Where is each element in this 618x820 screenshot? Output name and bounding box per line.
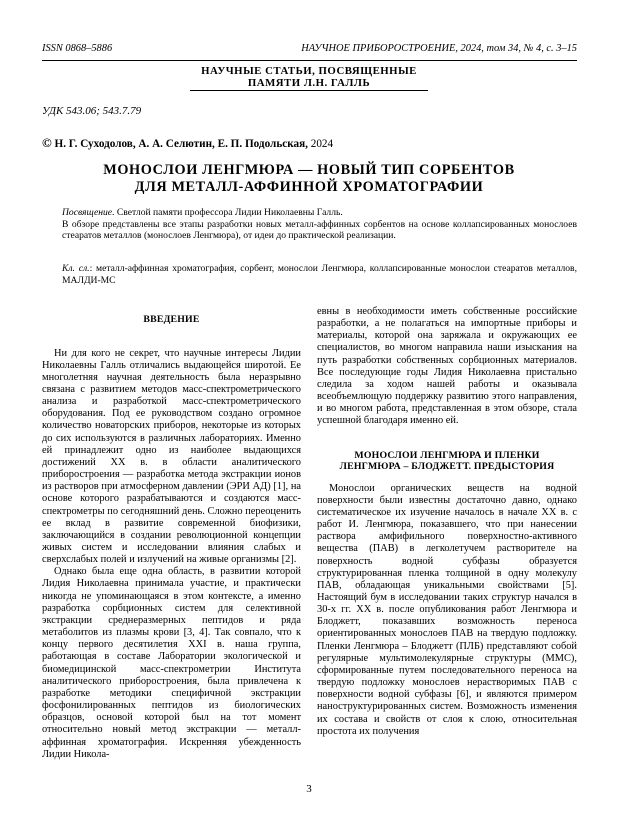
right-column <box>317 306 577 738</box>
page-number: 3 <box>306 783 312 795</box>
title-line2: ДЛЯ МЕТАЛЛ-АФФИННОЙ ХРОМАТОГРАФИИ <box>134 179 484 195</box>
prehistory-paragraph: Монослои органических веществ на водной поверхности были известны достаточно давно, однако систематическое их изучение началось в начале XX в. с работ И. Ленгмюра, показавшего, что при нанесении раствора амфифильного поверхностно-активного вещества (ПАВ) в легколетучем растворителе на поверхность водной субфазы образуется структурированная пленка толщиной в одну молекулу ПАВ, обладающая уникальными свойствами [5]. Настоящий бум в исследовании таких структур начался в 30-х гг. XX в. после опубликования работ Ленгмюра и Блоджетт, показавших возможность переноса ориентированных монослоев ПАВ на твердую подложку. Пленки Ленгмюра – Блоджетт (ПЛБ) представляют собой регулярные мультимолекулярные структуры (ММС), сформированные путем последовательного переноса на твердую подложку монослоев нерастворимых ПАВ с поверхности водной субфазы [6], и являются примером наноструктурированных систем. Возможность изменения их состава и свойств от слоя к слою, относительная простота их получения <box>317 482 577 737</box>
prehistory-heading-line1: МОНОСЛОИ ЛЕНГМЮРА И ПЛЕНКИ <box>354 449 540 461</box>
section-banner-line1: НАУЧНЫЕ СТАТЬИ, ПОСВЯЩЕННЫЕ <box>201 65 417 77</box>
author-names: Н. Г. Суходолов, А. А. Селютин, Е. П. Подольская, <box>54 138 308 150</box>
introduction-heading: ВВЕДЕНИЕ <box>143 314 200 325</box>
dedication-label: Посвящение <box>62 207 113 218</box>
journal-header: НАУЧНОЕ ПРИБОРОСТРОЕНИЕ, 2024, том 34, № 4, с. 3–15 <box>301 43 577 54</box>
dedication-text: . Светлой памяти профессора Лидии Николаевны Галль. <box>112 207 343 218</box>
keywords-label: Кл. сл. <box>62 263 90 274</box>
intro-paragraph-1: Ни для кого не секрет, что научные интересы Лидии Николаевны Галль отличались выдающейся широтой. Ее многолетняя научная деятельность была неразрывно связана с развитием методов масс-спектрометрического анализа и разработкой масс-спектрометрического оборудования. Под ее руководством создано огромное количество новаторских приборов, некоторые из которых до сих используются в различных лабораториях. Именно ей принадлежит одно из наиболее выдающихся достижений XX в. в области аналитического приборостроения — разработка метода экстракции ионов из растворов при атмосферном давлении (ЭРИ АД) [1], на основе которого разрабатываются и создаются масс-спектрометры по сегодняшний день. Сложно переоценить ее вклад в развитие современной биофизики, заключающийся в создании революционной концепции живых систем и исследовании влияния слабых и сверхслабых полей и излучений на живые организмы [2]. <box>42 347 301 566</box>
section-banner-line2: ПАМЯТИ Л.Н. ГАЛЛЬ <box>247 77 371 89</box>
section-banner <box>150 65 468 89</box>
title-line1: МОНОСЛОИ ЛЕНГМЮРА — НОВЫЙ ТИП СОРБЕНТОВ <box>103 162 515 178</box>
intro-paragraph-continued: евны в необходимости иметь собственные российские разработки, а не полагаться на импортные приборы и материалы, которой она заряжала и окружающих ее специалистов, во многом направила наши изыскания на путь разработки собственных сорбционных материалов. Все последующие годы Лидия Николаевна пристально следила за ходом нашей работы и оказывала всеобъемлющую поддержку развитию этого направления, и во многом работа, представленная в этом обзоре, стала успешной благодаря именно ей. <box>317 306 577 427</box>
copyright-icon: © <box>42 135 52 150</box>
prehistory-heading <box>317 450 577 473</box>
udk-code: УДК 543.06; 543.7.79 <box>42 105 142 117</box>
prehistory-heading-line2: ЛЕНГМЮРА – БЛОДЖЕТТ. ПРЕДЫСТОРИЯ <box>339 461 555 473</box>
header-rule <box>42 60 577 61</box>
intro-paragraph-2: Однако была еще одна область, в развитии которой Лидия Николаевна принимала участие, и практически никогда не упоминающаяся в этом контексте, а именно разработка сорбционных систем для селективной экстракции среднеразмерных пептидов и ряда метаболитов из плазмы крови [3, 4]. Так совпало, что к концу первого десятилетия XXI в. наша группа, работающая в составе Лаборатории экологической и биомедицинской масс-спектрометрии Института аналитического приборостроения, была привлечена к разработке методики специфичной экстракции фосфонилированных пептидов из биологических образцов, основой которой был на тот момент относительно новый метод экстракции — металл-аффинная хроматография. Искренняя убежденность Лидии Никола- <box>42 566 301 760</box>
keywords <box>62 263 577 286</box>
issn-header: ISSN 0868–5886 <box>42 43 113 54</box>
left-column <box>42 306 301 761</box>
publication-year: 2024 <box>310 138 334 150</box>
banner-rule <box>190 90 428 91</box>
keywords-text: : металл-аффинная хроматография, сорбент, монослои Ленгмюра, коллапсированные монослои стеаратов металлов, МАЛДИ-МС <box>62 263 577 286</box>
abstract <box>62 207 577 242</box>
dedication <box>62 207 577 219</box>
article-title <box>60 162 558 196</box>
abstract-text: В обзоре представлены все этапы разработки новых металл-аффинных сорбентов на основе коллапсированных монослоев стеаратов металлов (монослоев Ленгмюра), от идеи до практической реализации. <box>62 218 577 241</box>
authors-line <box>42 135 333 151</box>
